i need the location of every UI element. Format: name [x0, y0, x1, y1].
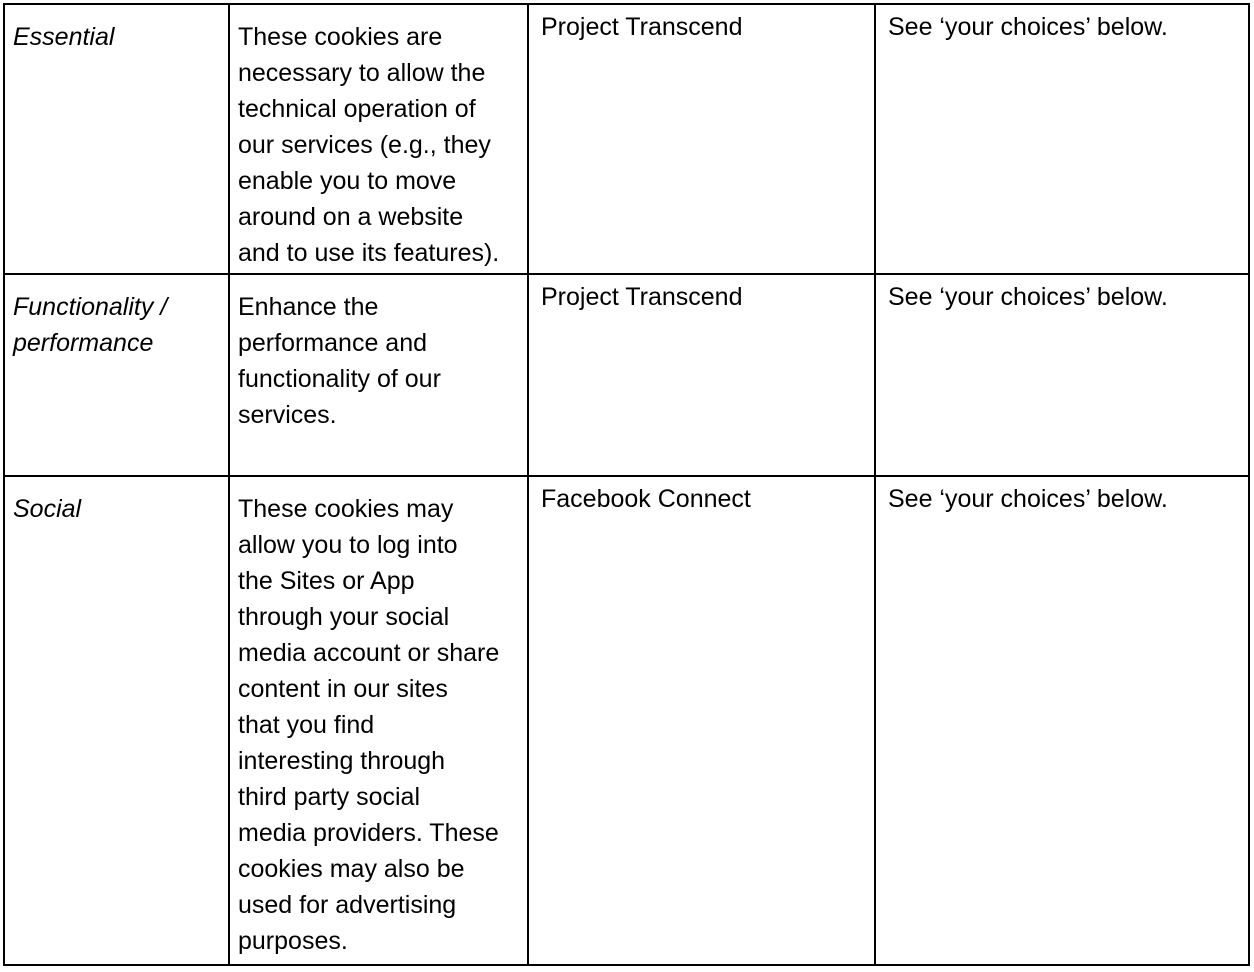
- table-row: [4, 4, 1249, 274]
- description-text: These cookies may allow you to log into the Sites or App through your social media account or share content in our sites that you find interesting through third party social media providers. These cookies may also be used for advertising purposes.: [238, 495, 500, 955]
- category-label: Essential: [13, 23, 115, 51]
- choices-text: See ‘your choices’ below.: [888, 283, 1168, 311]
- choices-text: See ‘your choices’ below.: [888, 13, 1168, 41]
- choices-cell: [875, 4, 1249, 274]
- provider-name: Facebook Connect: [541, 485, 751, 513]
- provider-cell: [528, 4, 875, 274]
- category-cell: [4, 4, 229, 274]
- provider-cell: [528, 476, 875, 965]
- description-cell: [229, 4, 528, 274]
- table-row: [4, 476, 1249, 965]
- provider-name: Project Transcend: [541, 13, 743, 41]
- category-label: Functionality / performance: [13, 293, 168, 357]
- category-label: Social: [13, 495, 82, 523]
- description-cell: [229, 274, 528, 476]
- category-cell: [4, 476, 229, 965]
- description-text: These cookies are necessary to allow the technical operation of our services (e.g., they enable you to move around on a website and to use its features).: [238, 23, 500, 267]
- provider-name: Project Transcend: [541, 283, 743, 311]
- description-cell: [229, 476, 528, 965]
- choices-text: See ‘your choices’ below.: [888, 485, 1168, 513]
- choices-cell: [875, 274, 1249, 476]
- description-text: Enhance the performance and functionality of our services.: [238, 293, 441, 429]
- category-cell: [4, 274, 229, 476]
- table-row: [4, 274, 1249, 476]
- cookie-table: [3, 3, 1250, 966]
- choices-cell: [875, 476, 1249, 965]
- provider-cell: [528, 274, 875, 476]
